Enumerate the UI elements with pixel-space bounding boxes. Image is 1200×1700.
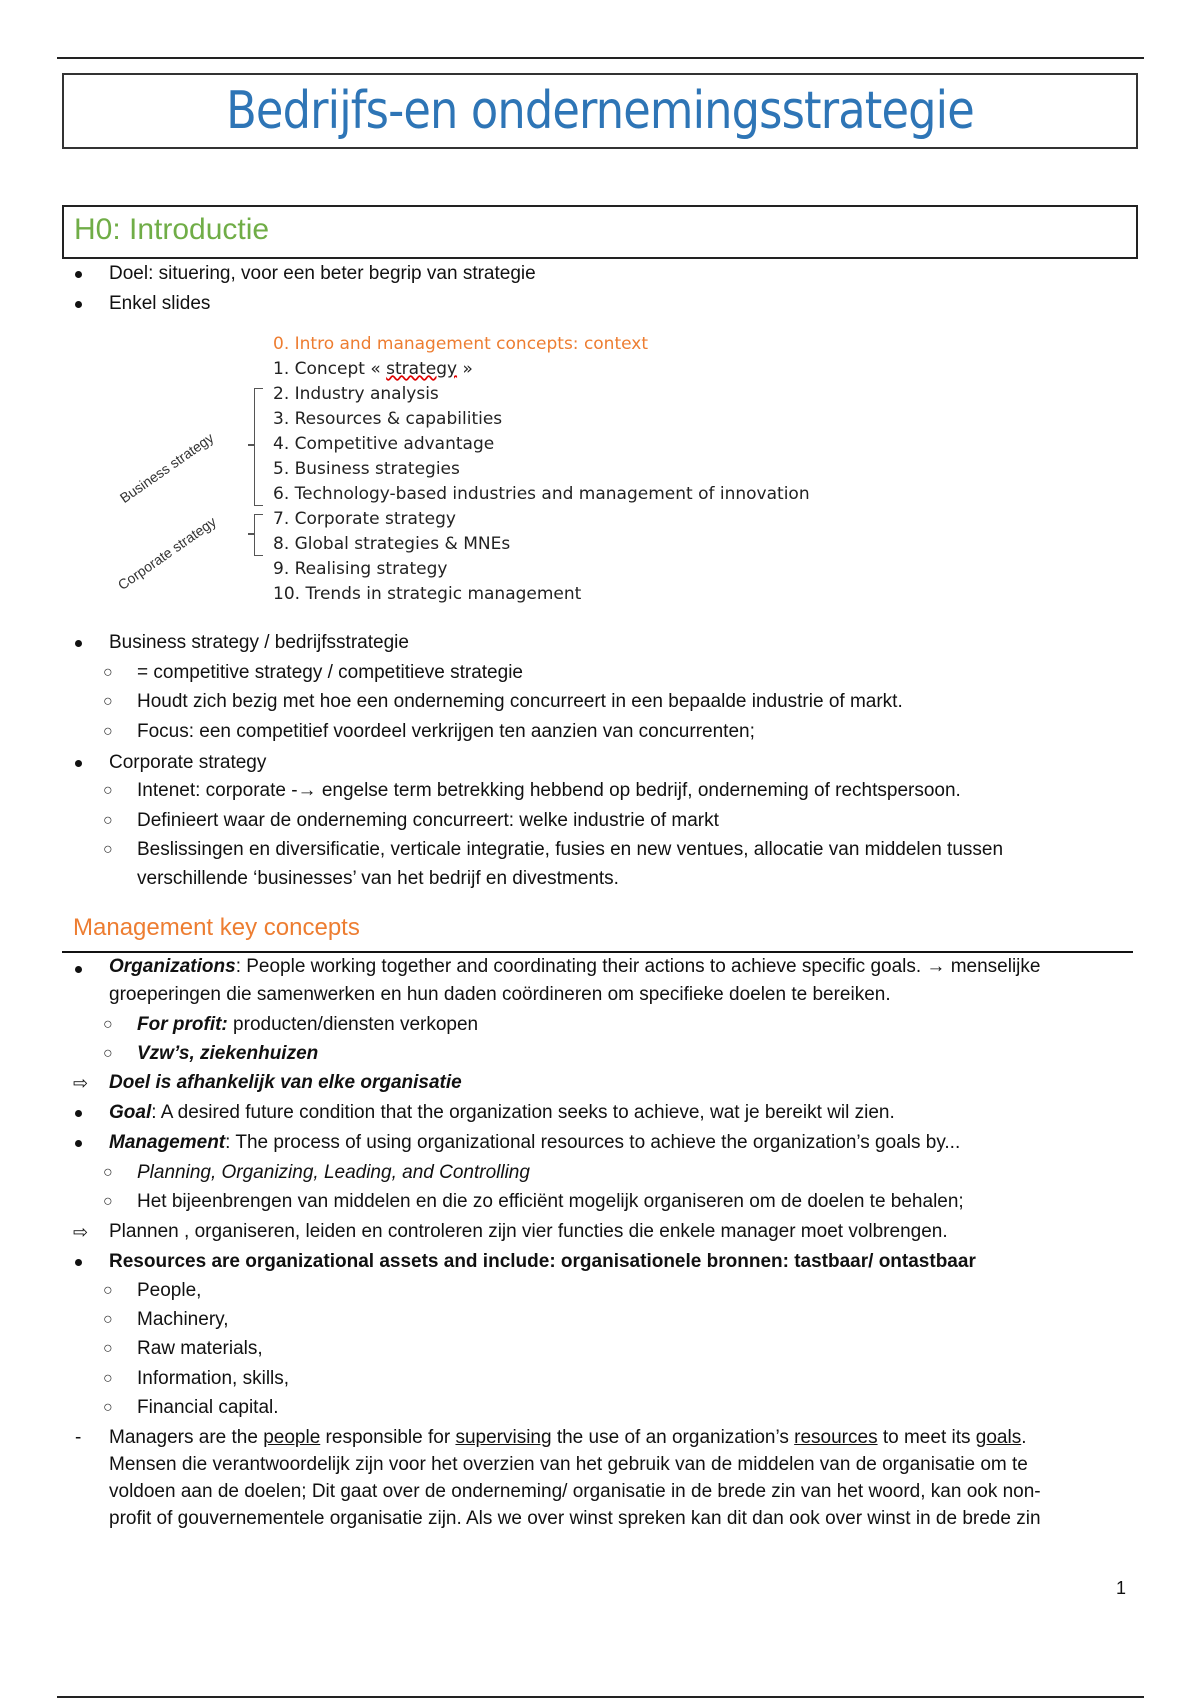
management-sub: Het bijeenbrengen van middelen en die zo efficiënt mogelijk organiseren om de doelen te behalen; bbox=[137, 1191, 964, 1212]
outline-item-1 bbox=[273, 358, 473, 380]
managers-text-b: responsible for bbox=[320, 1427, 456, 1448]
outline-item-9: 9. Realising strategy bbox=[273, 559, 448, 579]
outline-item-7: 7. Corporate strategy bbox=[273, 509, 456, 529]
corporate-bracket bbox=[254, 514, 263, 556]
organizations-term: Organizations bbox=[109, 956, 236, 977]
resource-item: People, bbox=[137, 1280, 202, 1301]
page-title: Bedrijfs-en ondernemingsstrategie bbox=[226, 81, 974, 141]
corporate-sub-cont: verschillende ‘businesses’ van het bedrijf en divestments. bbox=[137, 868, 619, 889]
managers-people: people bbox=[263, 1427, 321, 1448]
managers-text-d: to meet its bbox=[877, 1427, 976, 1448]
heading-rule bbox=[62, 951, 1133, 953]
managers-line-4: profit of gouvernementele organisatie zijn. Als we over winst spreken kan dit dan ook over winst in de brede zin bbox=[109, 1508, 1041, 1529]
management-sub: Planning, Organizing, Leading, and Controlling bbox=[137, 1162, 530, 1183]
managers-supervising: supervising bbox=[455, 1427, 552, 1448]
managers-text-e: . bbox=[1021, 1427, 1027, 1448]
resources-head: Resources are organizational assets and include: organisationele bronnen: tastbaar/ ontastbaar bbox=[109, 1251, 976, 1272]
resource-item: Machinery, bbox=[137, 1309, 229, 1330]
arrow-icon: ⇨ bbox=[73, 1222, 89, 1242]
bracket-tick bbox=[248, 444, 255, 446]
outline-item-2: 2. Industry analysis bbox=[273, 384, 439, 404]
business-sub: = competitive strategy / competitieve strategie bbox=[137, 662, 523, 683]
heading-management-key-concepts: Management key concepts bbox=[73, 914, 360, 941]
resource-item: Information, skills, bbox=[137, 1368, 290, 1389]
managers-line-2: Mensen die verantwoordelijk zijn voor het overzien van het gebruik van de middelen van de organisatie om te bbox=[109, 1454, 1028, 1475]
bullet-icon bbox=[75, 1259, 82, 1266]
business-sub: Houdt zich bezig met hoe een onderneming concurreert in een bepaalde industrie of markt. bbox=[137, 691, 903, 712]
management-term: Management bbox=[109, 1132, 226, 1153]
bullet-icon bbox=[75, 1110, 82, 1117]
outline-concept-word: strategy bbox=[386, 359, 458, 379]
circle-bullet-icon: ○ bbox=[103, 1340, 113, 1357]
bullet-icon bbox=[75, 271, 82, 278]
resource-item: Raw materials, bbox=[137, 1338, 263, 1359]
page-number: 1 bbox=[1116, 1578, 1127, 1598]
outline-item-6: 6. Technology-based industries and management of innovation bbox=[273, 484, 810, 504]
organizations-line bbox=[109, 955, 1040, 979]
outline-item-0: 0. Intro and management concepts: context bbox=[273, 334, 649, 354]
outline-concept-end: » bbox=[457, 359, 473, 379]
management-line bbox=[109, 1131, 960, 1155]
managers-resources: resources bbox=[794, 1427, 878, 1448]
managers-line-1 bbox=[109, 1426, 1026, 1450]
business-bracket bbox=[254, 388, 263, 506]
organizations-line-2: groeperingen die samenwerken en hun daden coördineren om specifieke doelen te bereiken. bbox=[109, 984, 891, 1005]
business-strategy-label: Business strategy bbox=[116, 429, 217, 506]
corporate-strategy-label: Corporate strategy bbox=[114, 513, 219, 593]
forprofit-text: producten/diensten verkopen bbox=[227, 1014, 479, 1035]
bullet-icon bbox=[75, 1140, 82, 1147]
circle-bullet-icon: ○ bbox=[103, 841, 113, 858]
circle-bullet-icon: ○ bbox=[103, 664, 113, 681]
business-head: Business strategy / bedrijfsstrategie bbox=[109, 632, 409, 653]
goal-text: : A desired future condition that the organization seeks to achieve, wat je bereikt wil zien. bbox=[151, 1102, 895, 1123]
bullet-icon bbox=[75, 966, 82, 973]
circle-bullet-icon: ○ bbox=[103, 1193, 113, 1210]
circle-bullet-icon: ○ bbox=[103, 1282, 113, 1299]
forprofit-line bbox=[137, 1013, 478, 1037]
intro-bullet: Enkel slides bbox=[109, 293, 211, 314]
heading-box bbox=[62, 205, 1138, 259]
circle-bullet-icon: ○ bbox=[103, 693, 113, 710]
bracket-tick bbox=[248, 533, 255, 535]
heading-introductie: H0: Introductie bbox=[74, 213, 270, 246]
circle-bullet-icon: ○ bbox=[103, 1016, 113, 1033]
corporate-sub: Beslissingen en diversificatie, verticale integratie, fusies en new ventues, allocatie van middelen tussen bbox=[137, 839, 1004, 860]
corporate-sub: Definieert waar de onderneming concurreert: welke industrie of markt bbox=[137, 810, 719, 831]
circle-bullet-icon: ○ bbox=[103, 1399, 113, 1416]
outline-item-4: 4. Competitive advantage bbox=[273, 434, 495, 454]
circle-bullet-icon: ○ bbox=[103, 1370, 113, 1387]
managers-line-3: voldoen aan de doelen; Dit gaat over de onderneming/ organisatie in de brede zin van het woord, kan ook non- bbox=[109, 1481, 1041, 1502]
arrow-icon: ⇨ bbox=[73, 1073, 89, 1093]
resource-item: Financial capital. bbox=[137, 1397, 279, 1418]
organizations-text: : People working together and coordinating their actions to achieve specific goals. → menselijke bbox=[235, 956, 1041, 977]
circle-bullet-icon: ○ bbox=[103, 1045, 113, 1062]
dash-marker: - bbox=[75, 1427, 82, 1448]
corporate-sub: Intenet: corporate -→ engelse term betrekking hebbend op bedrijf, onderneming of rechtspersoon. bbox=[137, 780, 961, 801]
title-box bbox=[62, 73, 1138, 149]
managers-goals: goals bbox=[975, 1427, 1022, 1448]
outline-item-8: 8. Global strategies & MNEs bbox=[273, 534, 511, 554]
outline-item-3: 3. Resources & capabilities bbox=[273, 409, 503, 429]
outline-item-5: 5. Business strategies bbox=[273, 459, 460, 479]
outline-item-1-text: 1. Concept « bbox=[273, 359, 387, 379]
top-rule bbox=[57, 57, 1144, 59]
goal-term: Goal bbox=[109, 1102, 152, 1123]
circle-bullet-icon: ○ bbox=[103, 1164, 113, 1181]
doel-line: Doel is afhankelijk van elke organisatie bbox=[109, 1072, 462, 1093]
corporate-head: Corporate strategy bbox=[109, 752, 267, 773]
circle-bullet-icon: ○ bbox=[103, 782, 113, 799]
plannen-line: Plannen , organiseren, leiden en controleren zijn vier functies die enkele manager moet volbrengen. bbox=[109, 1221, 948, 1242]
circle-bullet-icon: ○ bbox=[103, 723, 113, 740]
forprofit-term: For profit: bbox=[137, 1014, 228, 1035]
vzw-line: Vzw’s, ziekenhuizen bbox=[137, 1043, 319, 1064]
outline-item-10: 10. Trends in strategic management bbox=[273, 584, 582, 604]
goal-line bbox=[109, 1101, 895, 1125]
bottom-rule bbox=[57, 1696, 1144, 1698]
managers-text-a: Managers are the bbox=[109, 1427, 264, 1448]
intro-bullet: Doel: situering, voor een beter begrip van strategie bbox=[109, 263, 536, 284]
managers-text-c: the use of an organization’s bbox=[551, 1427, 795, 1448]
business-sub: Focus: een competitief voordeel verkrijgen ten aanzien van concurrenten; bbox=[137, 721, 755, 742]
bullet-icon bbox=[75, 301, 82, 308]
bullet-icon bbox=[75, 640, 82, 647]
circle-bullet-icon: ○ bbox=[103, 812, 113, 829]
circle-bullet-icon: ○ bbox=[103, 1311, 113, 1328]
management-text: : The process of using organizational resources to achieve the organization’s goals by... bbox=[225, 1132, 961, 1153]
bullet-icon bbox=[75, 760, 82, 767]
